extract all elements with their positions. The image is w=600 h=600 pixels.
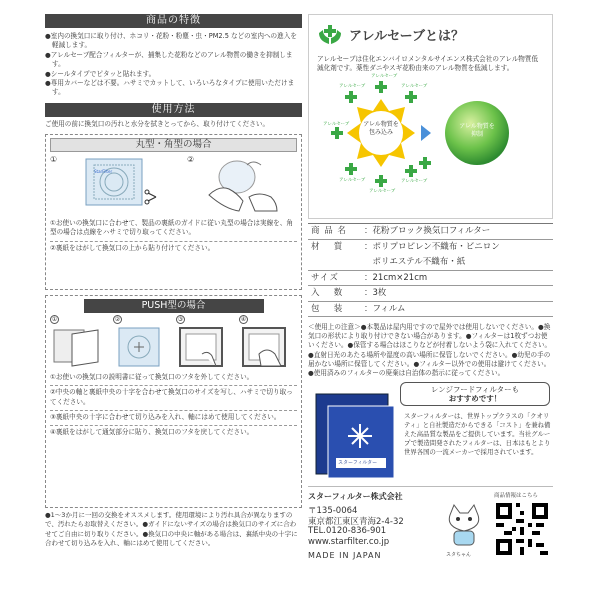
agent-label: アレルセーブ — [401, 84, 428, 90]
spec-key — [308, 255, 364, 270]
replacement-note: ●1～3か月に一回の交換をオススメします。使用環境により汚れ具合が異なりますので、汚れたらお取替えください。●ガイドにないサイズの場合は換気口のサイズに合わせてご自由に切り取りください。●換気口の中央に軸がある場合は、裏紙中央の十字に合わせて切り込みを入れ、軸にはめて使用してください。 — [45, 511, 298, 547]
company-section — [308, 486, 553, 566]
push-step-2 — [113, 315, 171, 371]
ball-text: アレル物質を抑制 — [459, 123, 495, 139]
mascot-name: スタちゃん — [446, 552, 472, 559]
plus-icon — [375, 175, 387, 187]
plus-icon — [345, 163, 357, 175]
step-number: ① — [51, 316, 58, 324]
usage-intro: ご使用の前に換気口の汚れと水分を拭きとってから、取り付けてください。 — [45, 119, 270, 128]
agent-label: アレルセーブ — [401, 179, 428, 185]
usage-title: 使用方法 — [45, 103, 302, 117]
allersave-title: アレルセーブとは？ — [349, 28, 464, 44]
feature-item: ●アレルセーブ配合フィルターが、捕集した花粉などのアレル物質の働きを抑制します。 — [45, 50, 293, 69]
range-hood-bubble — [400, 382, 550, 406]
agent-label: アレルセーブ — [339, 84, 366, 90]
round-note: ①お使いの換気口に合わせて、製品の裏紙のガイドに従い丸型の場合は実線を、角型の場合は点線をハサミで切り取ってください。 — [50, 217, 297, 241]
push-step-1 — [50, 315, 108, 371]
spec-value: ：3枚 — [364, 288, 387, 298]
cut-filter-illustration — [113, 324, 169, 368]
company-address: 東京都江東区青海2-4-32 — [308, 517, 404, 528]
mascot-cat — [444, 501, 484, 551]
fit-axis-illustration — [176, 324, 232, 368]
agent-label: アレルセーブ — [369, 189, 396, 195]
features-title: 商品の特徴 — [45, 14, 302, 28]
spec-table — [308, 223, 553, 317]
plus-icon — [405, 91, 417, 103]
qr-code[interactable] — [496, 503, 548, 555]
push-type-title: PUSH型の場合 — [84, 299, 264, 313]
step-number: ① — [50, 155, 58, 165]
agent-label: アレルセーブ — [323, 122, 350, 128]
plus-icon — [375, 81, 387, 93]
spec-row — [308, 255, 553, 271]
step-number: ④ — [240, 316, 247, 324]
company-name: スターフィルター株式会社 — [308, 492, 403, 502]
feature-item: ●専用カバーなどは不要。ハサミでカットして、いろいろなタイプに使用いただけます。 — [45, 79, 295, 97]
range-hood-section — [308, 382, 553, 482]
spec-row — [308, 271, 553, 287]
spec-value: ：21cm×21cm — [364, 272, 428, 283]
spec-row — [308, 302, 553, 318]
round-note: ②裏紙をはがして換気口の上から貼り付けてください。 — [50, 243, 215, 252]
push-type-box — [45, 295, 302, 508]
push-note: ④裏紙をはがして通気部分に貼り、換気口のフタを戻してください。 — [50, 428, 254, 437]
right-column — [308, 14, 553, 566]
range-hood-desc: スターフィルターは、世界トップクラスの「クオリティ」と自社製造だからできる「コスト」を兼ね備えた高品質な製品をご提供しています。当社グループで製造問発されたフィルターは、日本はもとより世界各国の一流メーカーで採用されています。 — [404, 412, 551, 457]
round-step-1 — [50, 155, 170, 217]
spec-value: ：フィルム — [364, 303, 406, 314]
push-note: ②中央の軸と裏紙中央の十字を合わせて換気口のサイズを写し、ハサミで切り取ってください。 — [50, 386, 297, 410]
spec-key: 商 品 名 — [311, 226, 347, 236]
spec-key: 材 質 — [311, 241, 344, 252]
round-type-box — [45, 134, 302, 290]
plus-icon — [419, 157, 431, 169]
step-number: ② — [187, 155, 195, 165]
allersave-box — [308, 14, 553, 219]
allersave-description: アレルセーブは住化エンバイロメンタルサイエンス株式会社のアレル物質低減化剤です。薬性ダニやスギ花粉由来のアレル物質を低減します。 — [317, 55, 539, 73]
push-note: ①お使いの換気口の説明書に従って換気口のフタを外してください。 — [50, 371, 297, 386]
spec-value: ポリエステル不織布・紙 — [364, 257, 466, 267]
round-steps — [50, 155, 297, 217]
company-tel: TEL.0120-836-901 — [308, 526, 387, 537]
sun-text: アレル物質を包み込み — [363, 121, 399, 137]
spec-value: ：ポリプロピレン不織布・ビニロン — [364, 241, 500, 252]
plus-icon — [331, 127, 343, 139]
range-hood-title-2: おすすめです！ — [448, 394, 502, 404]
spec-row — [308, 224, 553, 240]
left-column — [45, 14, 302, 548]
cut-guide-illustration — [64, 157, 174, 209]
round-step-2 — [187, 155, 297, 217]
range-hood-package — [308, 390, 400, 482]
feature-item: ●シールタイプでピタッと貼れます。 — [45, 69, 156, 78]
push-step-3 — [176, 315, 234, 371]
allersave-header — [317, 21, 544, 47]
feature-item: ●室内の換気口に取り付け、ホコリ・花粉・粉塵・虫・PM2.5 などの室内への進入を軽減します。 — [45, 32, 297, 50]
plus-icon — [345, 91, 357, 103]
usage-cautions: ＜使用上の注意＞●本製品は屋内用ですので屋外では使用しないでください。●換気口の形状により取り付けできない場合があります。●フィルターは1枚ずつお使いください。●保管する場合はほこりなどが付着しないよう袋に入れてください。●直射日光のあたる場所や湿度の高い場所に保管しないでください。●幼児の手の届かない場所に保管してください。●フィルター以外での使用は避けてください。●使用済みのフィルターの廃棄は自治体の指示に従ってください。 — [308, 323, 552, 378]
made-in: MADE IN JAPAN — [308, 551, 382, 561]
spec-row — [308, 286, 553, 302]
push-note: ③裏紙中央の十字に合わせて切り込みを入れ、軸にはめて使用してください。 — [50, 411, 297, 426]
hands-plus-icon — [317, 23, 343, 45]
spec-row — [308, 240, 553, 256]
spec-key: 包 装 — [311, 303, 344, 314]
remove-cover-illustration — [50, 324, 106, 368]
allersave-diagram — [317, 74, 544, 195]
spec-key: 入 数 — [311, 288, 344, 298]
round-type-title: 丸型・角型の場合 — [50, 138, 297, 152]
step-number: ③ — [177, 316, 184, 324]
apply-illustration — [199, 155, 289, 213]
features-list — [45, 32, 302, 98]
spec-value: ：花粉ブロック換気口フィルター — [364, 226, 491, 236]
brand-mark: StarFilter — [94, 169, 113, 175]
plus-icon — [405, 165, 417, 177]
qr-label: 商品情報はこちら — [494, 493, 539, 500]
range-hood-title-1: レンジフードフィルターも — [430, 385, 520, 395]
step-number: ② — [114, 316, 121, 324]
agent-label: アレルセーブ — [371, 74, 398, 80]
spec-key: サイズ — [311, 272, 339, 283]
company-zip: 〒135-0064 — [308, 506, 358, 517]
company-url: www.starfilter.co.jp — [308, 537, 390, 548]
replace-cover-illustration — [239, 324, 295, 368]
push-steps — [50, 315, 297, 371]
agent-label: アレルセーブ — [339, 178, 366, 184]
push-step-4 — [239, 315, 297, 371]
package-brand: スターフィルター — [338, 460, 378, 467]
